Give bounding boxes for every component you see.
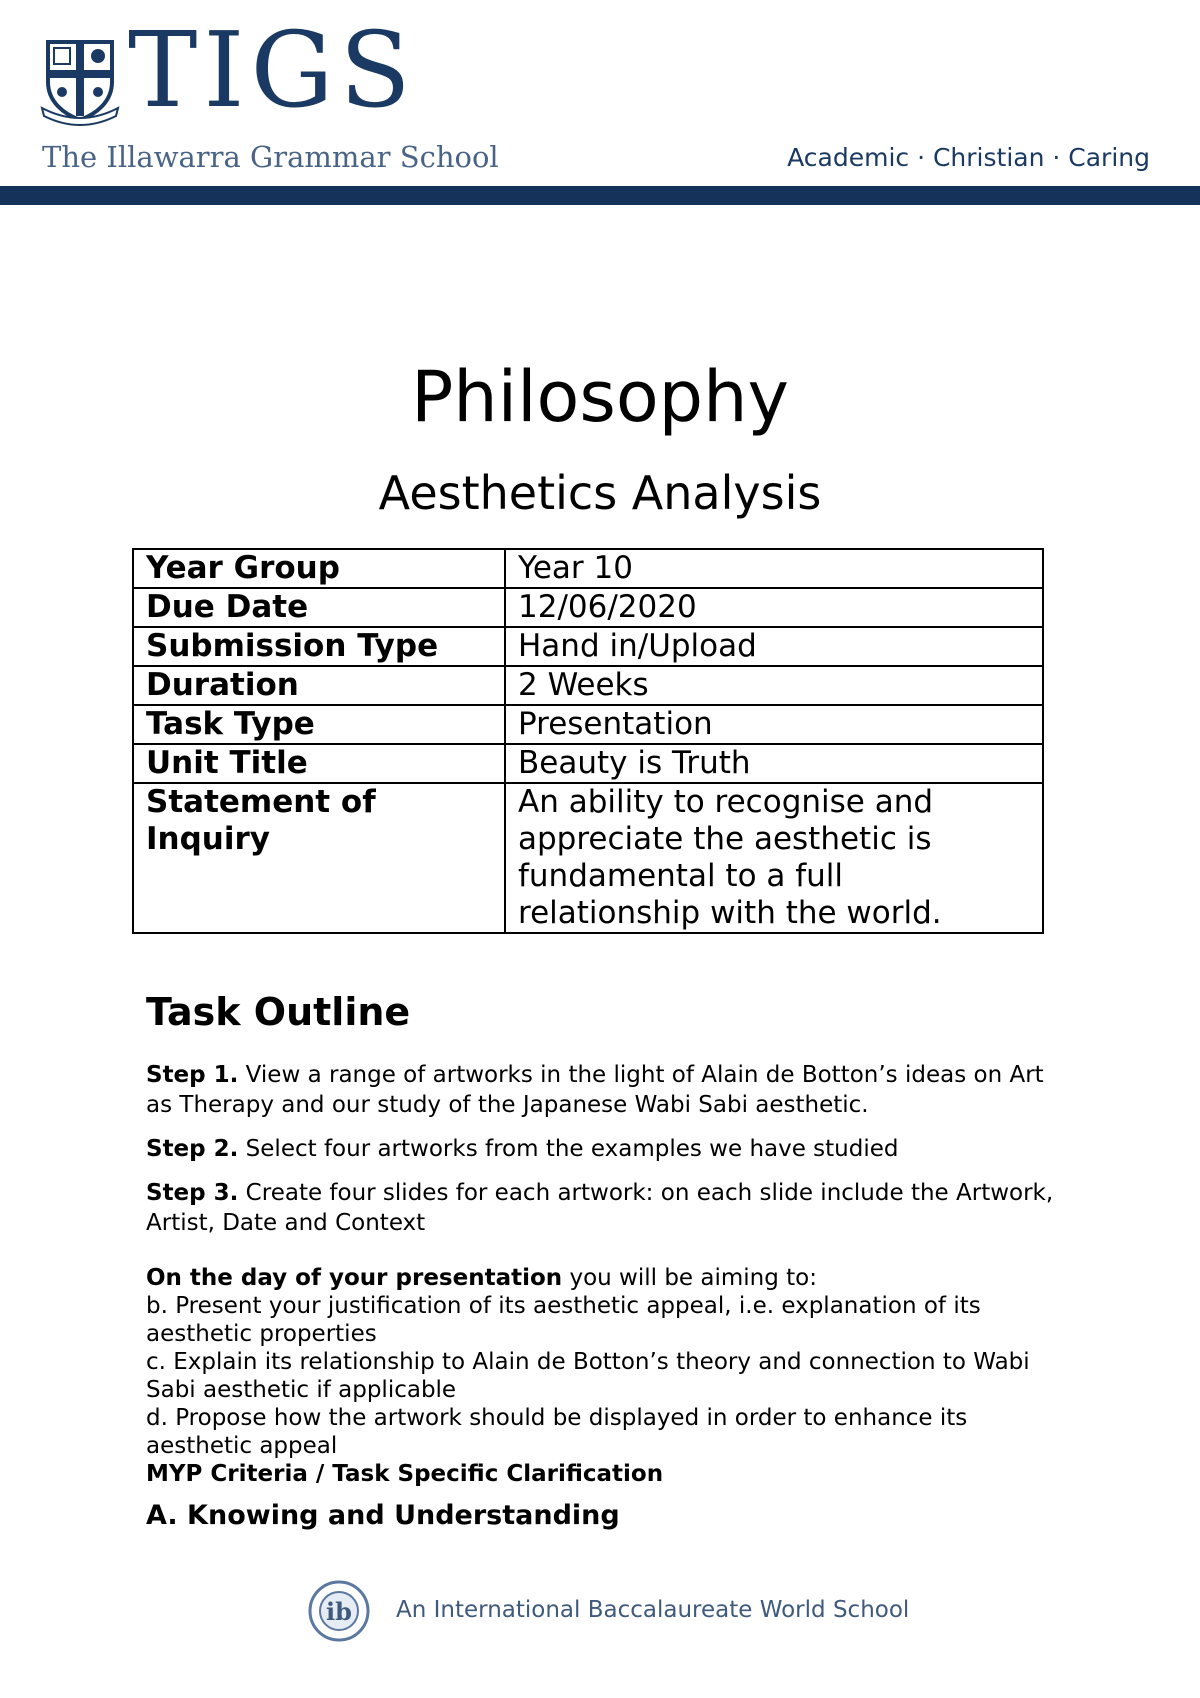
row-label: Duration	[133, 666, 505, 705]
row-value: 2 Weeks	[505, 666, 1043, 705]
row-value: Presentation	[505, 705, 1043, 744]
table-row	[133, 744, 1043, 783]
ib-world-school-logo-icon	[308, 1580, 370, 1642]
presentation-intro	[146, 1264, 1066, 1292]
row-value: An ability to recognise and appreciate the aesthetic is fundamental to a full relationship with the world.	[505, 783, 1043, 933]
table-row	[133, 549, 1043, 588]
task-outline-heading: Task Outline	[146, 990, 411, 1034]
table-row	[133, 783, 1043, 933]
row-value: Beauty is Truth	[505, 744, 1043, 783]
step-text: Select four artworks from the examples we have studied	[238, 1136, 899, 1162]
row-label: Due Date	[133, 588, 505, 627]
step-label: Step 2.	[146, 1136, 239, 1162]
row-label: Statement of Inquiry	[133, 783, 505, 933]
school-crest-icon	[40, 36, 120, 126]
point-b: b. Present your justification of its aesthetic appeal, i.e. explanation of its aesthetic properties	[146, 1293, 981, 1347]
assessment-info-table	[132, 548, 1044, 934]
step-2	[146, 1134, 1066, 1164]
task-outline-section	[146, 990, 1066, 1531]
letterhead	[0, 0, 1200, 205]
ib-world-school-text: An International Baccalaureate World School	[396, 1597, 910, 1623]
table-row	[133, 666, 1043, 705]
table-row	[133, 627, 1043, 666]
row-label: Year Group	[133, 549, 505, 588]
school-tagline: Academic · Christian · Caring	[787, 143, 1150, 172]
row-label: Task Type	[133, 705, 505, 744]
criteria-label: MYP Criteria / Task Specific Clarification	[146, 1461, 664, 1487]
school-name: The Illawarra Grammar School	[42, 140, 499, 174]
row-label: Submission Type	[133, 627, 505, 666]
ib-logo-letters: ib	[326, 1597, 352, 1626]
presentation-label: On the day of your presentation	[146, 1265, 563, 1291]
point-c: c. Explain its relationship to Alain de Botton’s theory and connection to Wabi Sabi aesthetic if applicable	[146, 1349, 1030, 1403]
table-row	[133, 705, 1043, 744]
step-1	[146, 1060, 1066, 1120]
criterion-a-heading: A. Knowing and Understanding	[146, 1500, 620, 1531]
row-value: Hand in/Upload	[505, 627, 1043, 666]
page-subtitle: Aesthetics Analysis	[378, 466, 822, 520]
step-label: Step 3.	[146, 1180, 239, 1206]
footer	[308, 1580, 908, 1646]
row-value: Year 10	[505, 549, 1043, 588]
row-label: Unit Title	[133, 744, 505, 783]
step-text: Create four slides for each artwork: on each slide include the Artwork, Artist, Date and Context	[146, 1180, 1054, 1236]
table-row	[133, 588, 1043, 627]
step-3	[146, 1178, 1066, 1238]
school-wordmark: TIGS	[128, 9, 417, 131]
step-label: Step 1.	[146, 1062, 239, 1088]
presentation-text: you will be aiming to:	[562, 1265, 817, 1291]
page-title: Philosophy	[411, 356, 789, 438]
header-rule	[0, 186, 1200, 205]
point-d: d. Propose how the artwork should be displayed in order to enhance its aesthetic appeal	[146, 1405, 968, 1459]
row-value: 12/06/2020	[505, 588, 1043, 627]
step-text: View a range of artworks in the light of Alain de Botton’s ideas on Art as Therapy and our study of the Japanese Wabi Sabi aesthetic.	[146, 1062, 1044, 1118]
